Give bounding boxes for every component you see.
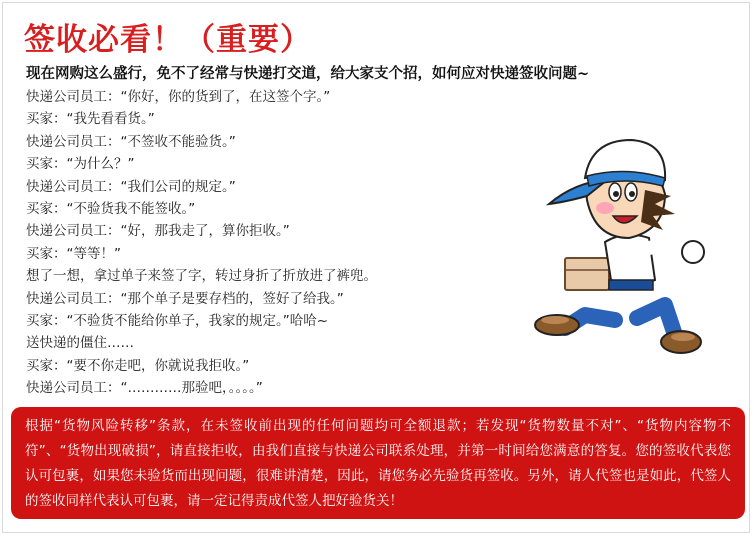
- dialog-line: 买家：“等等！”: [26, 245, 121, 262]
- dialog-line: 买家：“为什么？”: [26, 156, 135, 173]
- dialog-line: 快递公司员工：“好，那我走了，算你拒收。”: [26, 223, 290, 240]
- dialog-line: 快递公司员工：“你好，你的货到了，在这签个字。”: [26, 89, 331, 105]
- dialog-line: 买家：“不验货我不能签收。”: [26, 200, 196, 217]
- package-box-icon: [565, 258, 609, 290]
- page-title: 签收必看！（重要）: [24, 22, 312, 58]
- notice-box: [11, 407, 745, 519]
- intro-text: 现在网购这么盛行，免不了经常与快递打交道，给大家支个招，如何应对快递签收问题~: [26, 66, 590, 82]
- delivery-courier-illustration: [525, 130, 740, 362]
- dialog-line: 快递公司员工：“…………那验吧，。。。。”: [26, 380, 263, 397]
- dialog-line: 快递公司员工：“不签收不能验货。”: [26, 133, 236, 150]
- dialog-line: 快递公司员工：“我们公司的规定。”: [26, 178, 236, 195]
- dialog-line: 买家：“我先看看货。”: [26, 111, 155, 128]
- dialog-list: [26, 86, 377, 399]
- dialog-line: 送快递的僵住……: [26, 335, 134, 352]
- dialog-line: 买家：“不验货不能给你单子，我家的规定。”哈哈~: [26, 312, 329, 329]
- dialog-line: 想了一想，拿过单子来签了字，转过身折了折放进了裤兜。: [26, 268, 377, 285]
- dialog-line: 买家：“要不你走吧，你就说我拒收。”: [26, 357, 250, 374]
- notice-text: 根据“货物风险转移”条款，在未签收前出现的任何问题均可全额退款；若发现“货物数量不对”、“货物内容物不符”、“货物出现破损”，请直接拒收，由我们直接与快递公司联系处理，并第一时间给您满意的答复。您的签收代表您认可包裹，如果您未验货而出现问题，很难讲清楚，因此，请您务必先验货再签收。另外，请人代签也是如此，代签人的签收同样代表认可包裹，请一定记得责成代签人把好验货关！: [25, 418, 731, 509]
- dialog-line: 快递公司员工：“那个单子是要存档的，签好了给我。”: [26, 290, 344, 307]
